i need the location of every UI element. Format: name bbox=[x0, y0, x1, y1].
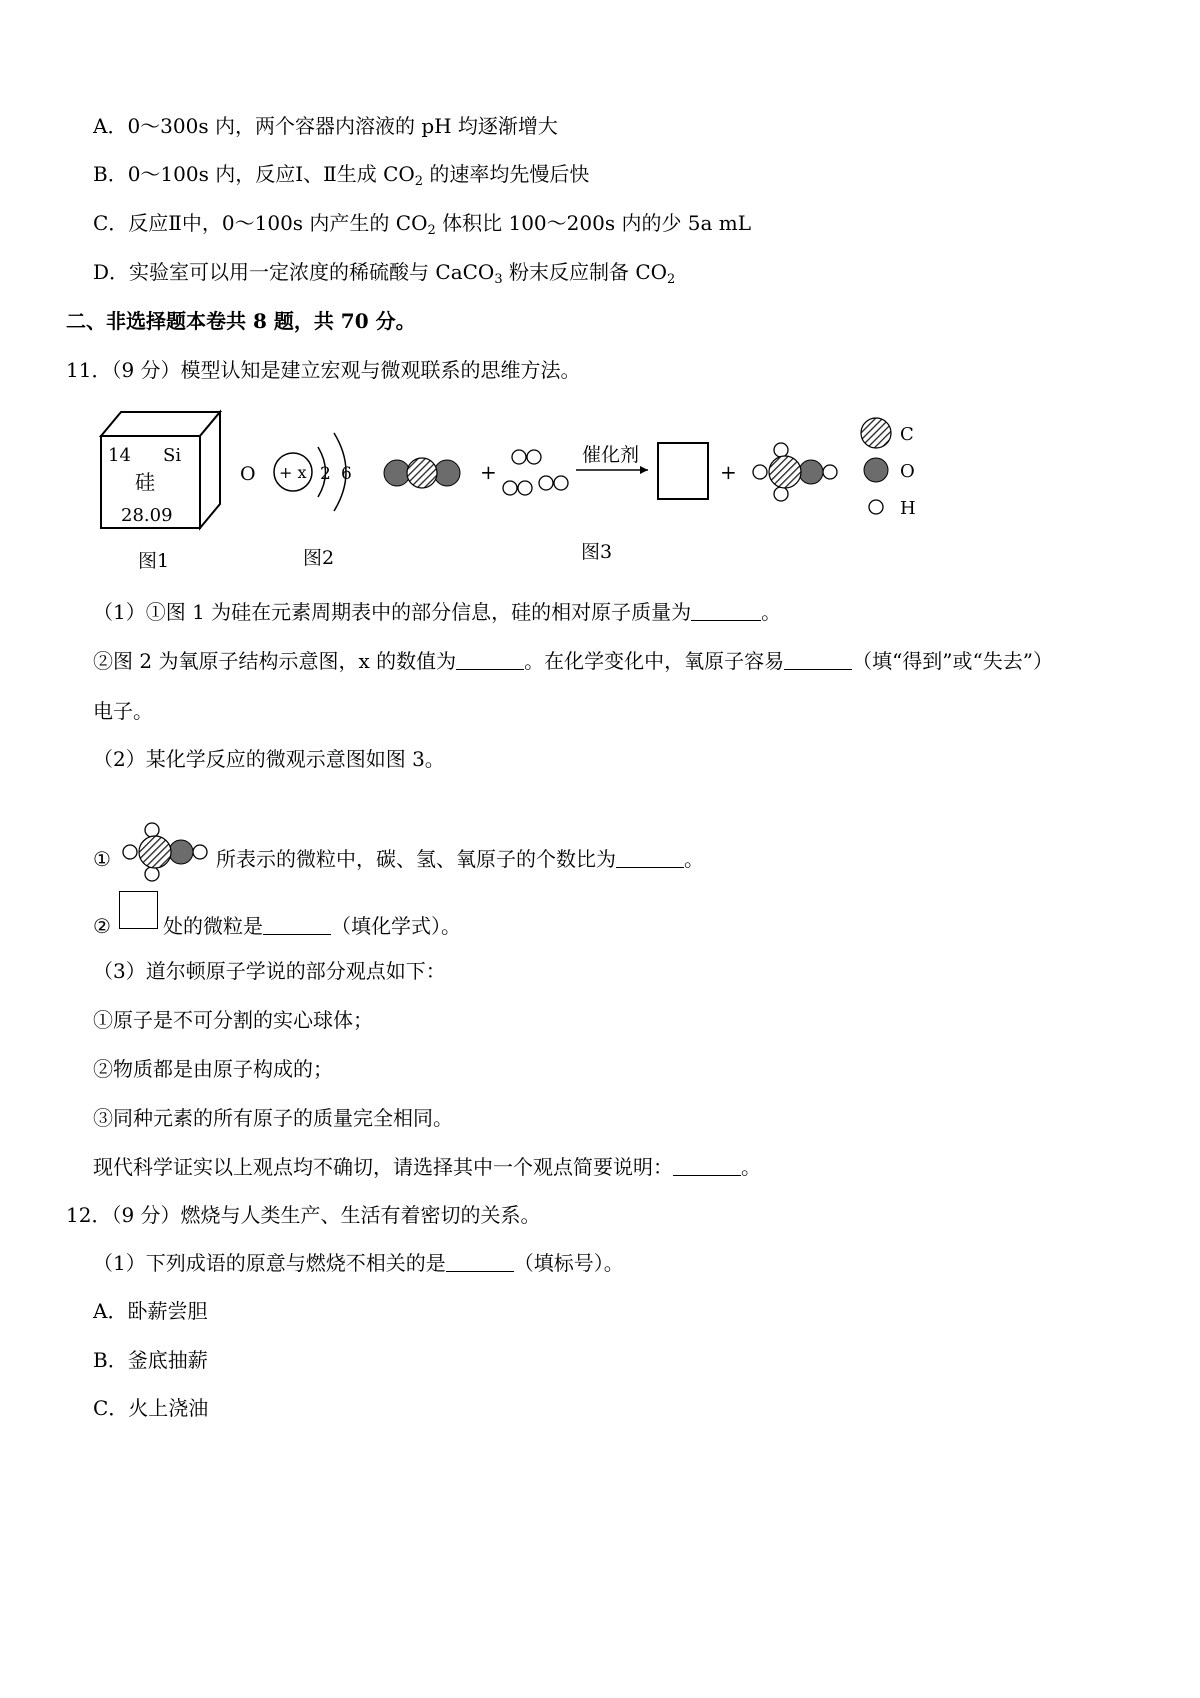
q11-part3-point2: ②物质都是由原子构成的； bbox=[93, 1057, 333, 1081]
fig2-shell-2: 6 bbox=[341, 464, 352, 484]
q12-option-c: C．火上浇油 bbox=[93, 1396, 209, 1420]
fig2-shell-1: 2 bbox=[320, 464, 331, 484]
q11-part3-point1: ①原子是不可分割的实心球体； bbox=[93, 1008, 373, 1032]
ch3oh-molecule bbox=[753, 443, 837, 501]
fig1-periodic-cube bbox=[101, 412, 220, 528]
unknown-product-box bbox=[658, 443, 708, 499]
q11-figure-row bbox=[0, 395, 1200, 585]
answer-blank bbox=[784, 649, 852, 670]
fig1-caption: 图1 bbox=[138, 550, 170, 572]
q12-option-a: A．卧薪尝胆 bbox=[93, 1299, 208, 1323]
legend-carbon: C bbox=[900, 424, 914, 445]
answer-blank bbox=[263, 914, 331, 935]
reaction-arrow-icon bbox=[640, 466, 648, 474]
fig1-element-name: 硅 bbox=[135, 470, 155, 494]
q11-part1a: （1）①图 1 为硅在元素周期表中的部分信息，硅的相对原子质量为 。 bbox=[93, 600, 782, 624]
legend-hydrogen: H bbox=[900, 498, 916, 519]
q11-stem: 11．（9 分）模型认知是建立宏观与微观联系的思维方法。 bbox=[66, 358, 581, 382]
legend-oxygen: O bbox=[900, 461, 915, 482]
q12-part1: （1）下列成语的原意与燃烧不相关的是 （填标号）。 bbox=[93, 1251, 624, 1275]
fig2-atom-diagram bbox=[240, 433, 352, 511]
fig3-plus-2: + bbox=[720, 460, 737, 484]
unknown-product-box-icon bbox=[119, 891, 158, 929]
co2-molecule bbox=[384, 458, 460, 488]
fig1-atomic-mass: 28.09 bbox=[121, 505, 173, 526]
answer-blank bbox=[616, 847, 684, 868]
q11-part1b-cont: 电子。 bbox=[93, 699, 153, 723]
answer-blank bbox=[691, 600, 761, 621]
q11-part2a-number: ① bbox=[93, 847, 111, 871]
q10-option-a: A．0～300s 内，两个容器内溶液的 pH 均逐渐增大 bbox=[93, 114, 558, 138]
h2-molecules bbox=[503, 450, 568, 495]
answer-blank bbox=[456, 649, 524, 670]
q10-option-d: D．实验室可以用一定浓度的稀硫酸与 CaCO$_3$ 粉末反应制备 $CO_2$ bbox=[93, 260, 676, 287]
q11-part3: （3）道尔顿原子学说的部分观点如下： bbox=[93, 959, 446, 983]
q11-part1b: ②图 2 为氧原子结构示意图，x 的数值为 。在化学变化中，氧原子容易 （填“得到”或“失去”） bbox=[93, 649, 1053, 673]
answer-blank bbox=[673, 1155, 741, 1176]
q11-part2b: 处的微粒是 （填化学式）。 bbox=[163, 914, 461, 938]
ch3oh-molecule-icon bbox=[114, 820, 214, 900]
q11-part3-point3: ③同种元素的所有原子的质量完全相同。 bbox=[93, 1106, 453, 1130]
q11-part2b-number: ② bbox=[93, 914, 111, 938]
fig2-caption: 图2 bbox=[303, 547, 335, 569]
fig3-reaction-diagram bbox=[384, 418, 916, 519]
q12-option-b: B．釜底抽薪 bbox=[93, 1348, 208, 1372]
q10-option-c: C．反应Ⅱ中，0～100s 内产生的 $CO_2$ 体积比 100～200s 内的少 5a mL bbox=[93, 211, 752, 238]
fig1-symbol: Si bbox=[163, 445, 182, 466]
section-2-heading: 二、非选择题本卷共 8 题，共 70 分。 bbox=[66, 309, 416, 333]
q12-stem: 12．（9 分）燃烧与人类生产、生活有着密切的关系。 bbox=[66, 1203, 541, 1227]
fig3-caption: 图3 bbox=[581, 541, 613, 563]
fig3-plus-1: + bbox=[480, 460, 497, 484]
fig2-nucleus: + x bbox=[279, 463, 307, 482]
q11-part2a: 所表示的微粒中，碳、氢、氧原子的个数比为 。 bbox=[216, 847, 704, 871]
q11-part2: （2）某化学反应的微观示意图如图 3。 bbox=[93, 747, 445, 771]
fig2-element: O bbox=[240, 463, 256, 485]
atom-legend bbox=[861, 418, 916, 519]
fig1-atomic-number: 14 bbox=[108, 445, 131, 466]
answer-blank bbox=[446, 1251, 514, 1272]
q11-part3-question: 现代科学证实以上观点均不确切，请选择其中一个观点简要说明： 。 bbox=[93, 1155, 761, 1179]
fig3-catalyst-label: 催化剂 bbox=[582, 444, 640, 466]
q10-option-b: B．0～100s 内，反应Ⅰ、Ⅱ生成 $CO_2$ 的速率均先慢后快 bbox=[93, 162, 590, 189]
